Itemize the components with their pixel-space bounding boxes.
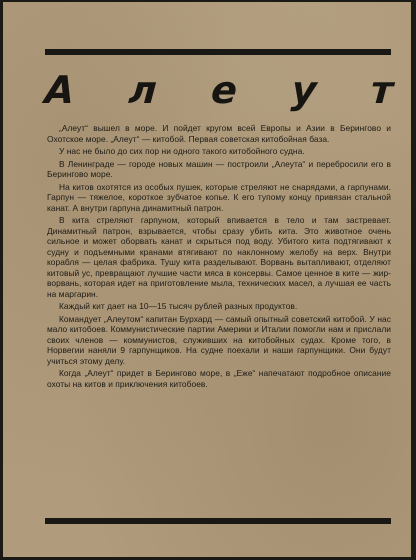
paragraph: Командует „Алеутом“ капитан Бурхард — самый опытный советский китобой. У нас мало китобоев. Коммунистические партии Америки и Италии помогли нам и прислали своих членов — коммунистов, служивших на китобойных судах. Кроме того, в Норвегии наняли 9 гарпунщиков. На судне поехали и наши гарпунщики. Они будут учиться этому делу.: [47, 313, 391, 366]
paragraph: „Алеут“ вышел в море. И пойдет кругом всей Европы и Азии в Берингово и Охотское море. „Алеут“ — китобой. Первая советская китобойная база.: [47, 123, 391, 144]
page-title: [43, 68, 394, 112]
bottom-rule: [45, 518, 391, 524]
paragraph: В Ленинграде — городе новых машин — построили „Алеута“ и перебросили его в Берингово море.: [47, 158, 391, 179]
page: [3, 2, 411, 557]
article-body: [47, 123, 391, 391]
paragraph: Когда „Алеут“ придет в Берингово море, в „Еже“ напечатают подробное описание охоты на китов и приключения китобоев.: [47, 368, 391, 389]
title-letter: е: [209, 68, 239, 112]
paragraph: На китов охотятся из особых пушек, которые стреляют не снарядами, а гарпунами. Гарпун — тяжелое, короткое зубчатое копье. К его тупому концу привязан стальной канат. А внутри гарпуна динамитный патрон.: [47, 181, 391, 213]
title-letter: А: [43, 68, 76, 112]
title-letter: л: [127, 68, 159, 112]
paragraph: Каждый кит дает на 10—15 тысяч рублей разных продуктов.: [59, 301, 298, 311]
title-letter: у: [290, 68, 318, 112]
paragraph: В кита стреляют гарпуном, который впивается в тело и там застревает. Динамитный патрон, взрывается, чтобы сразу убить кита. Это животное очень сильное и может оборвать канат и скрыться под воду. Убитого кита подтягивают к судну и подъемными кранами втягивают по наклонному желобу на верх. Внутри корабля — целая фабрика. Тушу кита разделывают. Ворвань вытапливают, отделяют китовый ус, превращают лучшие части мяса в консервы. Самое ценное в ките — жир-ворвань, которая идет на приготовление мыла, технических масел, а лучшая ее часть на маргарин.: [47, 215, 391, 299]
top-rule: [45, 49, 391, 55]
title-letter: т: [369, 68, 395, 112]
paragraph: У нас не было до сих пор ни одного такого китобойного судна.: [59, 146, 305, 156]
